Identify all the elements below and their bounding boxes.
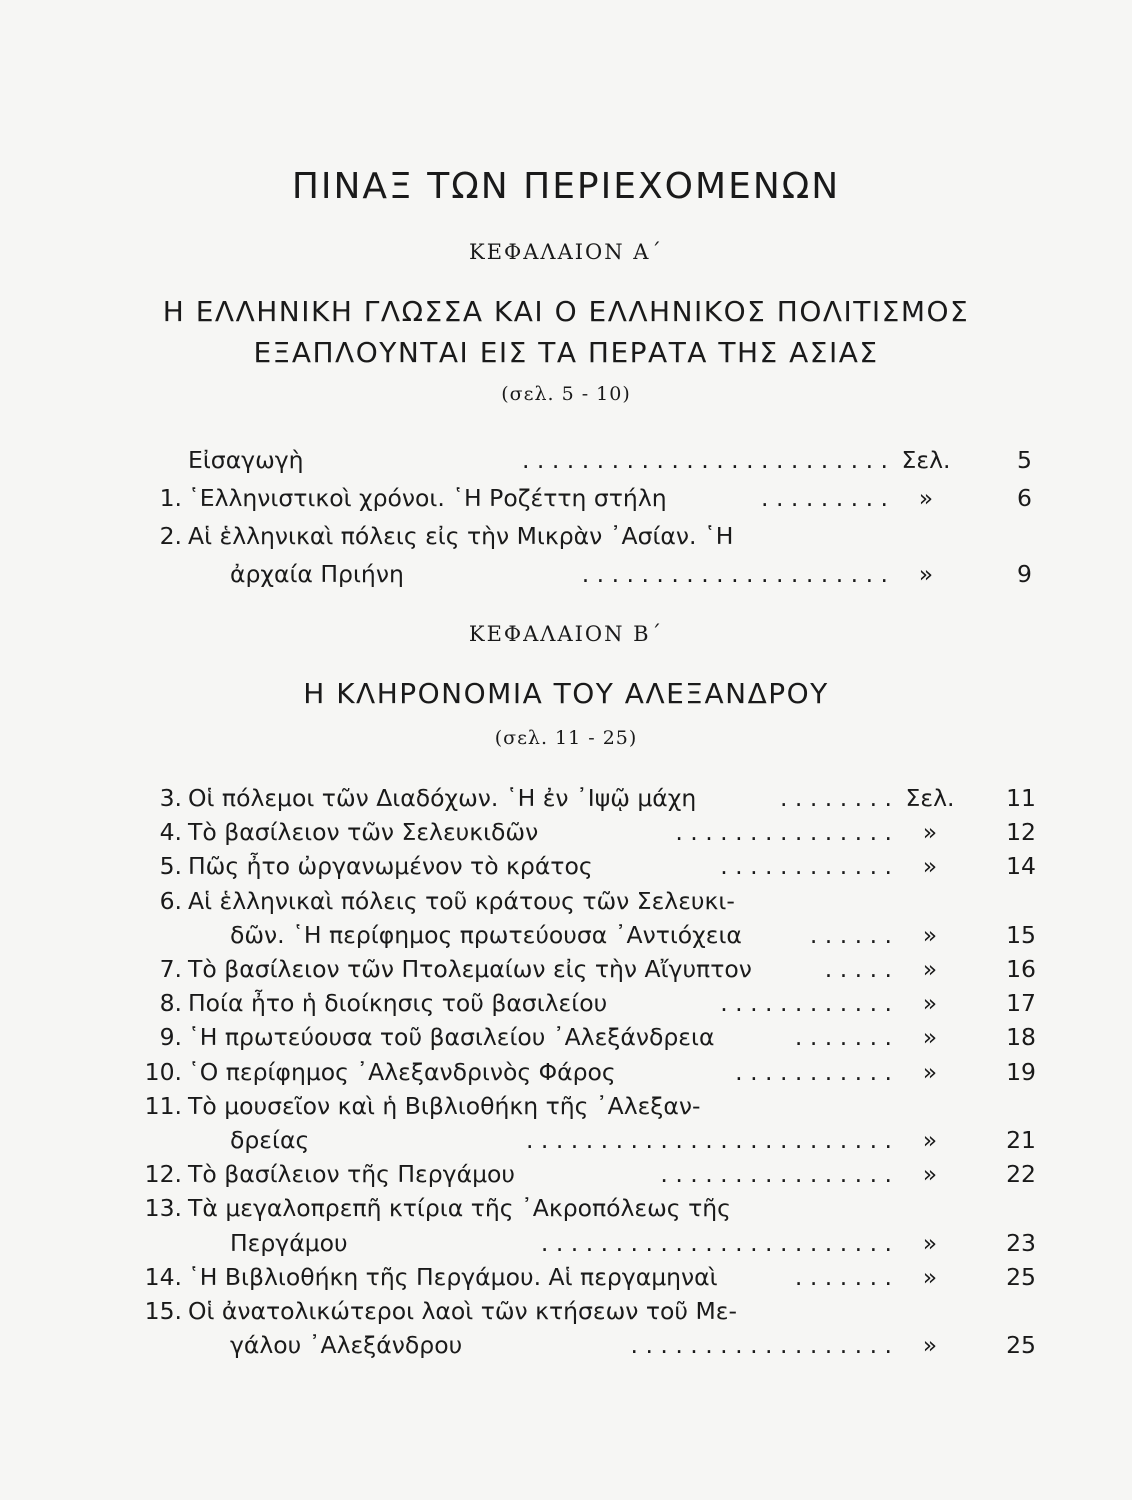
dot-leader: . . . . . . . . [779,784,892,812]
dot-leader: . . . . . . . . . . . . . . . . . . . . . . . . . [521,446,888,474]
entry-title: Τὰ μεγαλοπρεπῆ κτίρια τῆς ᾿Ακροπόλεως τῆς [188,1194,731,1223]
dot-leader: . . . . . . . . . . . . . . . . . . . . . . . . . [525,1126,892,1154]
toc-entry [0,443,1132,477]
entry-title: ῾Ο περίφημος ᾿Αλεξανδρινὸς Φάρος [188,1057,616,1086]
page-number: 15 [1006,920,1036,949]
ditto-mark: » [922,955,938,983]
chapter-a-heading-line2: ΕΞΑΠΛΟΥΝΤΑΙ ΕΙΣ ΤΑ ΠΕΡΑΤΑ ΤΗΣ ΑΣΙΑΣ [253,336,879,369]
ditto-mark: » [922,989,938,1018]
page-number: 14 [1006,852,1036,881]
chapter-a-label: ΚΕΦΑΛΑΙΟΝ Α΄ [469,240,663,264]
dot-leader: . . . . . . . [794,1262,892,1291]
entry-number: 11. [144,1091,182,1120]
ditto-mark: » [922,1126,938,1154]
entry-title: δρείας [230,1126,310,1154]
entry-number: 15. [144,1297,182,1325]
page-number: 16 [1006,955,1036,983]
page-number: 19 [1006,1057,1036,1086]
entry-number: 7. [159,955,182,983]
entry-title: γάλου ᾿Αλεξάνδρου [230,1331,463,1360]
dot-leader: . . . . . . . . . . . . . . . . . . . . . . . . [540,1228,892,1257]
page-number: 22 [1006,1160,1036,1189]
entry-title: Τὸ μουσεῖον καὶ ἡ Βιβλιοθήκη τῆς ᾿Αλεξαν- [188,1091,701,1120]
page-title: ΠΙΝΑΞ ΤΩΝ ΠΕΡΙΕΧΟΜΕΝΩΝ [291,166,841,207]
page-number: 17 [1006,989,1036,1018]
toc-entry [0,849,1132,883]
entry-title: Πῶς ἦτο ὠργανωμένον τὸ κράτος [188,852,593,881]
page-number: 12 [1006,818,1036,847]
entry-title: Οἱ ἀνατολικώτεροι λαοὶ τῶν κτήσεων τοῦ Με- [188,1297,737,1325]
toc-entry [0,1260,1132,1294]
ditto-mark: » [922,1262,938,1291]
page-number: 25 [1006,1331,1036,1360]
page-number: 5 [1017,446,1032,474]
dot-leader: . . . . . . . [794,1023,892,1052]
entry-title: ἀρχαία Πριήνη [230,560,404,588]
entry-number: 4. [159,818,182,847]
toc-entry [0,557,1132,591]
toc-entry [0,481,1132,515]
toc-entry [0,1123,1132,1157]
entry-number: 12. [144,1160,182,1189]
entry-number: 10. [144,1057,182,1086]
entry-title: δῶν. ῾Η περίφημος πρωτεύουσα ᾿Αντιόχεια [230,920,742,949]
entry-number: 9. [159,1023,182,1052]
toc-entry [0,986,1132,1020]
dot-leader: . . . . . . . . . . . . [720,989,892,1018]
page-number: 11 [1006,784,1036,812]
chapter-b-heading: Η ΚΛΗΡΟΝΟΜΙΑ ΤΟΥ ΑΛΕΞΑΝΔΡΟΥ [303,677,829,710]
entry-number: 1. [159,484,182,512]
entry-number: 14. [144,1262,182,1291]
entry-number: 5. [159,852,182,881]
ditto-mark: » [922,1228,938,1257]
toc-entry [0,1157,1132,1191]
toc-entry [0,1294,1132,1328]
dot-leader: . . . . . . . . . . . . . . . . . . [630,1331,892,1360]
ditto-mark: » [922,1057,938,1086]
toc-entry [0,1089,1132,1123]
toc-entry [0,1055,1132,1089]
toc-entry [0,918,1132,952]
entry-number: 2. [159,522,182,550]
dot-leader: . . . . . [824,955,892,983]
dot-leader: . . . . . . . . . . . [735,1057,892,1086]
entry-title: ῾Ελληνιστικοὶ χρόνοι. ῾Η Ροζέττη στήλη [188,484,667,512]
toc-entry [0,952,1132,986]
toc-entry [0,781,1132,815]
page-number: 9 [1017,560,1032,588]
chapter-a-heading-line1: Η ΕΛΛΗΝΙΚΗ ΓΛΩΣΣΑ ΚΑΙ Ο ΕΛΛΗΝΙΚΟΣ ΠΟΛΙΤΙΣΜΟΣ [162,295,970,328]
page-number: 6 [1017,484,1032,512]
page-number: 18 [1006,1023,1036,1052]
entry-title: Αἱ ἑλληνικαὶ πόλεις τοῦ κράτους τῶν Σελευκι- [188,886,735,915]
ditto-mark: » [922,1160,938,1189]
entry-title: Τὸ βασίλειον τῶν Πτολεμαίων εἰς τὴν Αἴγυπτον [188,955,752,983]
toc-entry [0,1328,1132,1362]
entry-title: Τὸ βασίλειον τῆς Περγάμου [188,1160,515,1189]
chapter-b-label: ΚΕΦΑΛΑΙΟΝ Β΄ [468,622,664,646]
entry-title: Εἰσαγωγὴ [188,446,304,474]
page-number: 23 [1006,1228,1036,1257]
ditto-mark: » [922,920,938,949]
dot-leader: . . . . . . [809,920,892,949]
entry-number: 6. [159,886,182,915]
page-label: Σελ. [901,446,951,474]
entry-title: ῾Η Βιβλιοθήκη τῆς Περγάμου. Αἱ περγαμηναὶ [188,1262,718,1291]
dot-leader: . . . . . . . . . . . . [720,852,892,881]
entry-title: Οἱ πόλεμοι τῶν Διαδόχων. ῾Η ἐν ᾿Ιψῷ μάχη [188,784,697,812]
page-label: Σελ. [905,784,955,812]
toc-entry [0,1020,1132,1054]
entry-title: ῾Η πρωτεύουσα τοῦ βασιλείου ᾿Αλεξάνδρεια [188,1023,715,1052]
toc-entry [0,1226,1132,1260]
entry-title: Τὸ βασίλειον τῶν Σελευκιδῶν [188,818,539,847]
entry-title: Ποία ἦτο ἡ διοίκησις τοῦ βασιλείου [188,989,608,1018]
entry-number: 13. [144,1194,182,1223]
toc-entry [0,815,1132,849]
ditto-mark: » [918,560,934,588]
chapter-a-pages: (σελ. 5 - 10) [501,383,631,405]
entry-title: Περγάμου [230,1228,348,1257]
page-number: 25 [1006,1262,1036,1291]
ditto-mark: » [922,818,938,847]
ditto-mark: » [922,852,938,881]
entry-title: Αἱ ἑλληνικαὶ πόλεις εἰς τὴν Μικρὰν ᾿Ασίαν. ῾Η [188,522,734,550]
dot-leader: . . . . . . . . . [761,484,888,512]
entry-number: 3. [159,784,182,812]
entry-number: 8. [159,989,182,1018]
toc-entry [0,519,1132,553]
ditto-mark: » [918,484,934,512]
ditto-mark: » [922,1023,938,1052]
dot-leader: . . . . . . . . . . . . . . . [675,818,892,847]
ditto-mark: » [922,1331,938,1360]
dot-leader: . . . . . . . . . . . . . . . . . . . . . [581,560,888,588]
toc-entry [0,884,1132,918]
toc-entry [0,1191,1132,1225]
page-number: 21 [1006,1126,1036,1154]
dot-leader: . . . . . . . . . . . . . . . . [660,1160,892,1189]
chapter-b-pages: (σελ. 11 - 25) [494,727,638,749]
